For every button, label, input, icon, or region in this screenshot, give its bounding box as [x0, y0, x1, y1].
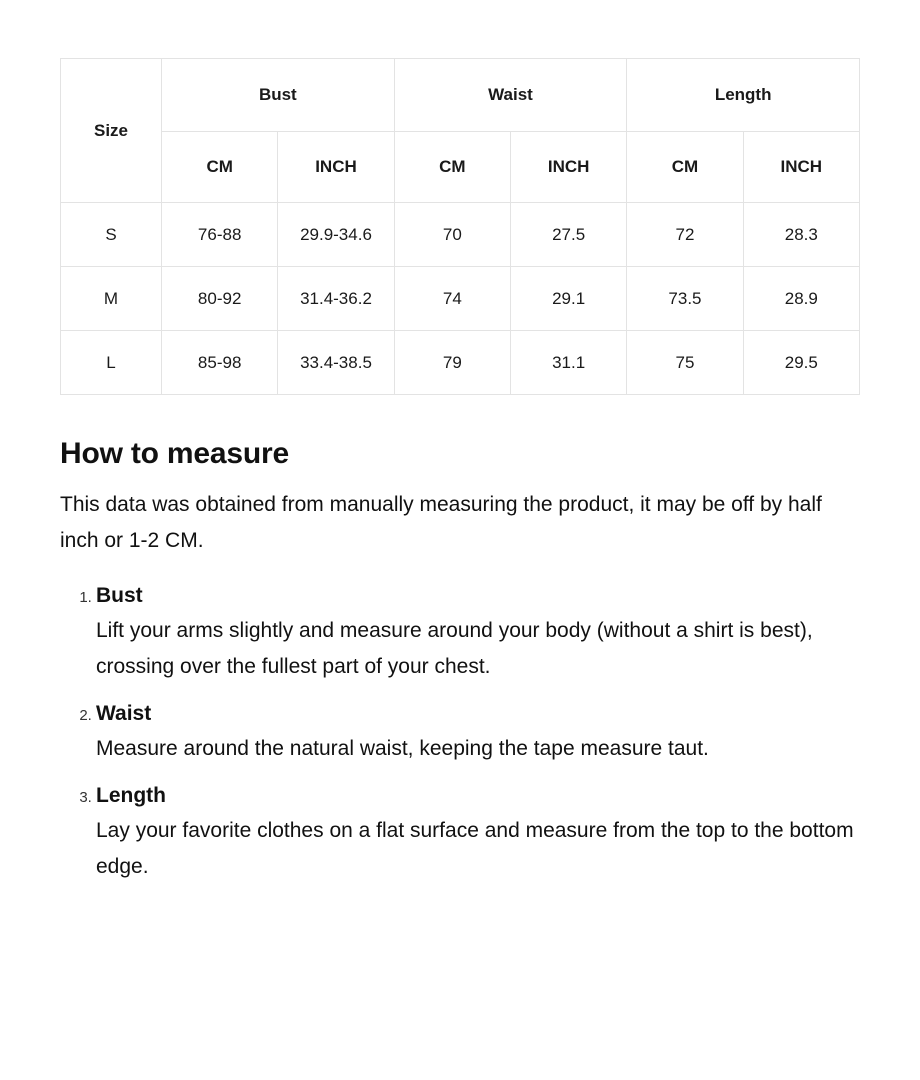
cell-length-inch: 29.5 [743, 331, 859, 395]
cell-length-cm: 73.5 [627, 267, 743, 331]
header-group-length: Length [627, 59, 860, 132]
cell-bust-cm: 76-88 [162, 203, 278, 267]
cell-bust-inch: 29.9-34.6 [278, 203, 394, 267]
step-body-length: Lay your favorite clothes on a flat surface and measure from the top to the bottom edge. [96, 819, 854, 878]
page-title: How to measure [60, 437, 289, 470]
size-chart-table [60, 58, 860, 395]
cell-waist-cm: 70 [394, 203, 510, 267]
measure-steps-list [60, 581, 860, 885]
list-item [96, 581, 860, 685]
cell-bust-inch: 31.4-36.2 [278, 267, 394, 331]
cell-waist-inch: 27.5 [510, 203, 626, 267]
cell-waist-cm: 74 [394, 267, 510, 331]
size-chart-body [61, 203, 860, 395]
header-group-bust: Bust [162, 59, 395, 132]
step-title-waist: 2. Waist [96, 702, 152, 725]
cell-length-cm: 75 [627, 331, 743, 395]
cell-size: S [61, 203, 162, 267]
header-group-waist: Waist [394, 59, 627, 132]
cell-bust-inch: 33.4-38.5 [278, 331, 394, 395]
measure-intro-text: This data was obtained from manually measuring the product, it may be off by half inch or 1-2 CM. [60, 493, 822, 552]
cell-length-inch: 28.9 [743, 267, 859, 331]
header-length-cm: CM [627, 132, 743, 203]
header-length-inch: INCH [743, 132, 859, 203]
table-row [61, 203, 860, 267]
cell-length-inch: 28.3 [743, 203, 859, 267]
table-row [61, 267, 860, 331]
cell-bust-cm: 85-98 [162, 331, 278, 395]
header-bust-inch: INCH [278, 132, 394, 203]
cell-waist-inch: 31.1 [510, 331, 626, 395]
size-chart-header [61, 59, 860, 203]
table-header-row-units [61, 132, 860, 203]
table-row [61, 331, 860, 395]
cell-waist-cm: 79 [394, 331, 510, 395]
cell-bust-cm: 80-92 [162, 267, 278, 331]
header-waist-inch: INCH [510, 132, 626, 203]
cell-size: L [61, 331, 162, 395]
step-title-bust: 1. Bust [96, 584, 143, 607]
header-size: Size [61, 59, 162, 203]
header-bust-cm: CM [162, 132, 278, 203]
table-header-row-groups [61, 59, 860, 132]
cell-waist-inch: 29.1 [510, 267, 626, 331]
cell-length-cm: 72 [627, 203, 743, 267]
step-title-length: 3. Length [96, 784, 166, 807]
header-waist-cm: CM [394, 132, 510, 203]
step-body-waist: Measure around the natural waist, keeping the tape measure taut. [96, 737, 709, 760]
list-item [96, 781, 860, 885]
cell-size: M [61, 267, 162, 331]
list-item [96, 699, 860, 767]
step-body-bust: Lift your arms slightly and measure around your body (without a shirt is best), crossing over the fullest part of your chest. [96, 619, 813, 678]
